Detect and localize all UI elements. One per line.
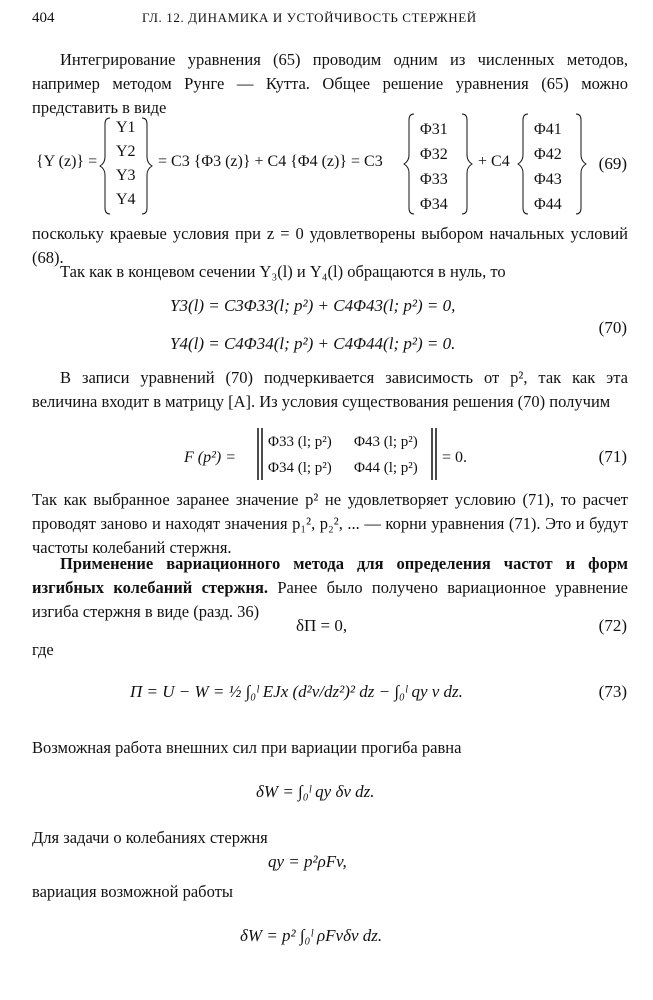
- eq69-brace-right: [462, 114, 472, 214]
- eq69-brace-left: [518, 114, 528, 214]
- eq73: Π = U − W = ½ ∫₀ˡ EJx (d²v/dz²)² dz − ∫₀ˡ qy v dz.: [130, 682, 463, 701]
- eq69-lhs: {Y (z)} =: [36, 153, 98, 170]
- eq69-v1: Y2: [116, 143, 136, 160]
- eq69-plus: + C4: [478, 153, 510, 170]
- page-number: 404: [32, 10, 55, 26]
- paragraph: поскольку краевые условия при z = 0 удовлетворены выбором начальных условий (68).: [32, 224, 628, 267]
- eq71-cell: Φ33 (l; p²): [268, 434, 332, 450]
- eq69-mid: = C3 {Φ3 (z)} + C4 {Φ4 (z)} = C3: [158, 153, 383, 170]
- equation-number: (71): [598, 447, 627, 466]
- eq69-v3: Φ44: [534, 196, 562, 213]
- equation-number: (72): [598, 616, 627, 635]
- eq69-v2: Φ32: [420, 146, 448, 163]
- eq69-v2: Φ31: [420, 121, 448, 138]
- chapter-header: ГЛ. 12. ДИНАМИКА И УСТОЙЧИВОСТЬ СТЕРЖНЕЙ: [142, 10, 477, 25]
- eq69-v3: Φ42: [534, 146, 562, 163]
- eq69-v1: Y3: [116, 167, 136, 184]
- eq69-v3: Φ43: [534, 171, 562, 188]
- text-run: Ранее было получено вариационное уравнение изгиба стержня в виде (разд. 36): [32, 578, 628, 621]
- eq69-brace-left: [404, 114, 414, 214]
- eq69-brace-right: [142, 118, 152, 214]
- equation-number: (73): [598, 682, 627, 701]
- where-label: где: [32, 640, 54, 659]
- bold-run: Применение вариационного метода для определения частот и форм изгибных колебаний стержня.: [32, 554, 628, 597]
- eq-dw: δW = ∫₀ˡ qy δv dz.: [256, 782, 375, 801]
- eq69-v1: Y1: [116, 119, 136, 136]
- eq69-v1: Y4: [116, 191, 136, 208]
- paragraph: В записи уравнений (70) подчеркивается зависимость от p², так как эта величина входит в матрицу [A]. Из условия существования решения (70) получим: [32, 368, 628, 411]
- paragraph: Для задачи о колебаниях стержня: [32, 828, 268, 847]
- eq69-v2: Φ33: [420, 171, 448, 188]
- paragraph: Возможная работа внешних сил при вариации прогиба равна: [32, 738, 462, 757]
- equation-number: (70): [598, 318, 627, 337]
- eq70-line: Y3(l) = C3Φ33(l; p²) + C4Φ43(l; p²) = 0,: [170, 296, 456, 315]
- eq71-rhs: = 0.: [442, 449, 468, 466]
- eq71-cell: Φ43 (l; p²): [354, 434, 418, 450]
- eq71-lhs: F (p²) =: [184, 449, 237, 466]
- eq72: δΠ = 0,: [296, 616, 348, 635]
- eq-dw2: δW = p² ∫₀ˡ ρFvδv dz.: [240, 926, 383, 945]
- paragraph: [32, 552, 628, 624]
- paragraph: Интегрирование уравнения (65) проводим одним из численных методов, например методом Рунге — Кутта. Общее решение уравнения (65) можно представить в виде: [32, 50, 628, 117]
- eq69-v2: Φ34: [420, 196, 448, 213]
- eq71-cell: Φ34 (l; p²): [268, 460, 332, 476]
- eq-qy: qy = p²ρFv,: [268, 852, 347, 871]
- paragraph: Так как выбранное заранее значение p² не удовлетворяет условию (71), то расчет проводят заново и находят значения p₁², p₂², ... — корни уравнения (71). Это и будут частоты колебаний стержня.: [32, 490, 628, 557]
- paragraph: вариация возможной работы: [32, 882, 233, 901]
- eq69-brace-left: [100, 118, 110, 214]
- equation-number: (69): [598, 154, 627, 173]
- eq69-brace-right: [576, 114, 586, 214]
- eq70-line: Y4(l) = C4Φ34(l; p²) + C4Φ44(l; p²) = 0.: [170, 334, 456, 353]
- eq69-v3: Φ41: [534, 121, 562, 138]
- eq71-cell: Φ44 (l; p²): [354, 460, 418, 476]
- paragraph: Так как в концевом сечении Y₃(l) и Y₄(l) обращаются в нуль, то: [60, 262, 506, 281]
